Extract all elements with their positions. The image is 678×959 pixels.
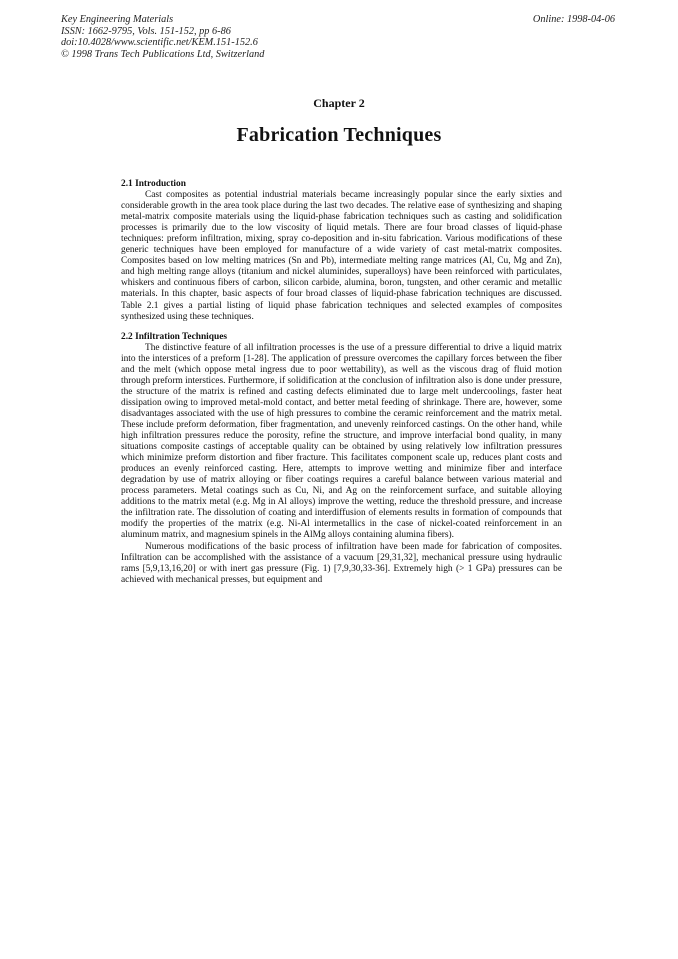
body-text	[121, 179, 562, 586]
doi-line: doi:10.4028/www.scientific.net/KEM.151-152.6	[61, 37, 258, 49]
paragraph: The distinctive feature of all infiltration processes is the use of a pressure differential to drive a liquid matrix into the interstices of a preform [1-28]. The application of pressure overcomes the capillary forces between the fiber and the melt (which oppose metal ingress due to poor wettability), as well as the viscous drag of fluid motion through preform interstices. Furthermore, if solidification at the conclusion of infiltration also is done under pressure, the structure of the matrix is refined and casting defects eliminated due to large melt undercoolings, faster heat dissipation owing to improved metal-mold contact, and better metal feeding of shrinkage. There are, however, some disadvantages associated with the use of high pressures to combine the ceramic reinforcement and the matrix metal. These include preform deformation, fiber fragmentation, and unevenly reinforced castings. On the other hand, while high infiltration pressures reduce the porosity, refine the structure, and improve interfacial bond quality, in many situations composite castings of acceptable quality can be obtained by using relatively low infiltration pressures which minimize preform distortion and fiber fracture. This facilitates component scale up, reduces plant costs and produces an evenly reinforced casting. Here, attempts to improve wetting and minimize fiber and interface degradation by use of matrix alloying or fiber coatings requires a careful balance between various material and process parameters. Metal coatings such as Cu, Ni, and Ag on the reinforcement surface, and suitable alloying additions to the matrix metal (e.g. Mg in Al alloys) improve the wetting, reduce the threshold pressure, and increase the infiltration rate. The dissolution of coating and interdiffusion of elements results in formation of compounds that modify the properties of the matrix (e.g. Ni-Al intermetallics in the case of nickel-coated reinforcement in an aluminum matrix, and magnesium spinels in the AlMg alloys containing alumina fibers).	[121, 342, 562, 541]
paragraph: Numerous modifications of the basic process of infiltration have been made for fabrication of composites. Infiltration can be accomplished with the assistance of a vacuum [29,31,32], mechanical pressure using hydraulic rams [5,9,13,16,20] or with inert gas pressure (Fig. 1) [7,9,30,33-36]. Extremely high (> 1 GPa) pressures can be achieved with mechanical presses, but equipment and	[121, 541, 562, 585]
online-date: Online: 1998-04-06	[532, 14, 615, 25]
section-introduction	[121, 179, 562, 323]
journal-name: Key Engineering Materials	[61, 14, 174, 25]
issn-line: ISSN: 1662-9795, Vols. 151-152, pp 6-86	[61, 25, 231, 37]
section-heading: 2.2 Infiltration Techniques	[121, 331, 228, 342]
section-infiltration-techniques	[121, 332, 562, 586]
paragraph: Cast composites as potential industrial materials became increasingly popular since the early sixties and considerable growth in the area took place during the last two decades. The relative ease of synthesizing and shaping metal-matrix composite materials using the liquid-phase fabrication techniques such as casting and solidification processes is primarily due to the low viscosity of liquid metals. There are four broad classes of liquid-phase techniques: preform infiltration, mixing, spray co-deposition and in-situ fabrication. Various modifications of these generic techniques have been employed for manufacture of a wide variety of cast metal-matrix composites. Composites based on low melting matrices (Sn and Pb), intermediate melting range matrices (Al, Cu, Mg and Zn), and high melting range alloys (titanium and nickel aluminides, superalloys) have been reinforced with particulates, whiskers and continuous fibers of carbon, silicon carbide, alumina, boron, tungsten, and other ceramic and metallic materials. In this chapter, basic aspects of four broad classes of liquid-phase fabrication techniques are discussed. Table 2.1 gives a partial listing of liquid phase fabrication techniques and selected examples of composites synthesized using these techniques.	[121, 190, 562, 322]
chapter-title: Fabrication Techniques	[236, 124, 442, 146]
section-heading: 2.1 Introduction	[121, 179, 186, 189]
chapter-label: Chapter 2	[313, 96, 365, 110]
copyright-line: © 1998 Trans Tech Publications Ltd, Switzerland	[61, 48, 265, 60]
